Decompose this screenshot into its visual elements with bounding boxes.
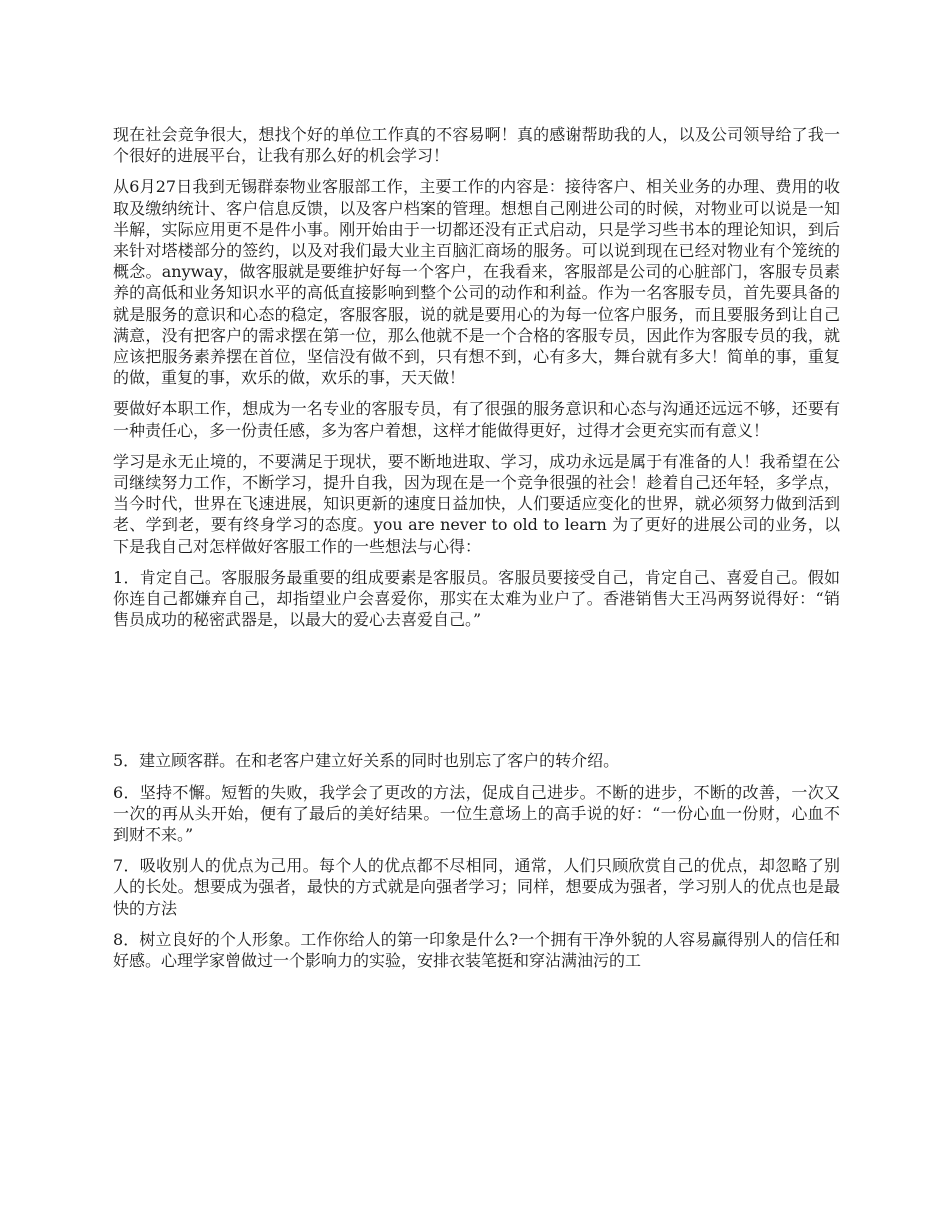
paragraph-point-7: 7．吸收别人的优点为己用。每个人的优点都不尽相同，通常，人们只顾欣赏自己的优点，却忽略了别人的长处。想要成为强者，最快的方式就是向强者学习；同样，想要成为强者，学习别人的优点也是最快的方法 xyxy=(113,856,840,918)
paragraph-intro: 现在社会竞争很大，想找个好的单位工作真的不容易啊！真的感谢帮助我的人，以及公司领导给了我一个很好的进展平台，让我有那么好的机会学习！ xyxy=(113,125,840,166)
paragraph-responsibility: 要做好本职工作，想成为一名专业的客服专员，有了很强的服务意识和心态与沟通还远远不够，还要有一种责任心，多一份责任感，多为客户着想，这样才能做得更好，过得才会更充实而有意义！ xyxy=(113,399,840,440)
blank-gap xyxy=(113,640,840,750)
paragraph-point-8: 8．树立良好的个人形象。工作你给人的第一印象是什么?一个拥有干净外貌的人容易赢得别人的信任和好感。心理学家曾做过一个影响力的实验，安排衣装笔挺和穿沾满油污的工 xyxy=(113,929,840,971)
paragraph-learning: 学习是永无止境的，不要满足于现状，要不断地进取、学习，成功永远是属于有准备的人！我希望在公司继续努力工作，不断学习，提升自我，因为现在是一个竞争很强的社会！趁着自己还年轻，多学点，当今时代，世界在飞速进展，知识更新的速度日益加快，人们要适应变化的世界，就必须努力做到活到老、学到老，要有终身学习的态度。you are never to old to learn 为了更好的进展公司的业务，以下是我自己对怎样做好客服工作的一些想法与心得： xyxy=(113,451,840,556)
paragraph-work-content: 从6月27日我到无锡群泰物业客服部工作，主要工作的内容是：接待客户、相关业务的办理、费用的收取及缴纳统计、客户信息反馈，以及客户档案的管理。想想自己刚进公司的时候，对物业可以说是一知半解，实际应用更不是件小事。刚开始由于一切都还没有正式启动，只是学习些书本的理论知识，到后来针对塔楼部分的签约，以及对我们最大业主百脑汇商场的服务。可以说到现在已经对物业有个笼统的概念。anyway，做客服就是要维护好每一个客户，在我看来，客服部是公司的心脏部门，客服专员素养的高低和业务知识水平的高低直接影响到整个公司的动作和利益。作为一名客服专员，首先要具备的就是服务的意识和心态的稳定，客服客服，说的就是要用心的为每一位客户服务，而且要服务到让自己满意，没有把客户的需求摆在第一位，那么他就不是一个合格的客服专员，因此作为客服专员的我，就应该把服务素养摆在首位，坚信没有做不到，只有想不到，心有多大，舞台就有多大！简单的事，重复的做，重复的事，欢乐的做，欢乐的事，天天做！ xyxy=(113,177,840,388)
paragraph-point-5: 5．建立顾客群。在和老客户建立好关系的同时也别忘了客户的转介绍。 xyxy=(113,751,620,771)
paragraph-point-6: 6．坚持不懈。短暂的失败，我学会了更改的方法，促成自己进步。不断的进步，不断的改善，一次又一次的再从头开始，便有了最后的美好结果。一位生意场上的高手说的好：“一份心血一份财，心血不到财不来。” xyxy=(113,782,840,845)
document-body xyxy=(113,124,840,981)
paragraph-point-1: 1．肯定自己。客服服务最重要的组成要素是客服员。客服员要接受自己，肯定自己、喜爱自己。假如你连自己都嫌弃自己，却指望业户会喜爱你，那实在太难为业户了。香港销售大王冯两努说得好：“销售员成功的秘密武器是，以最大的爱心去喜爱自己。” xyxy=(113,567,840,630)
